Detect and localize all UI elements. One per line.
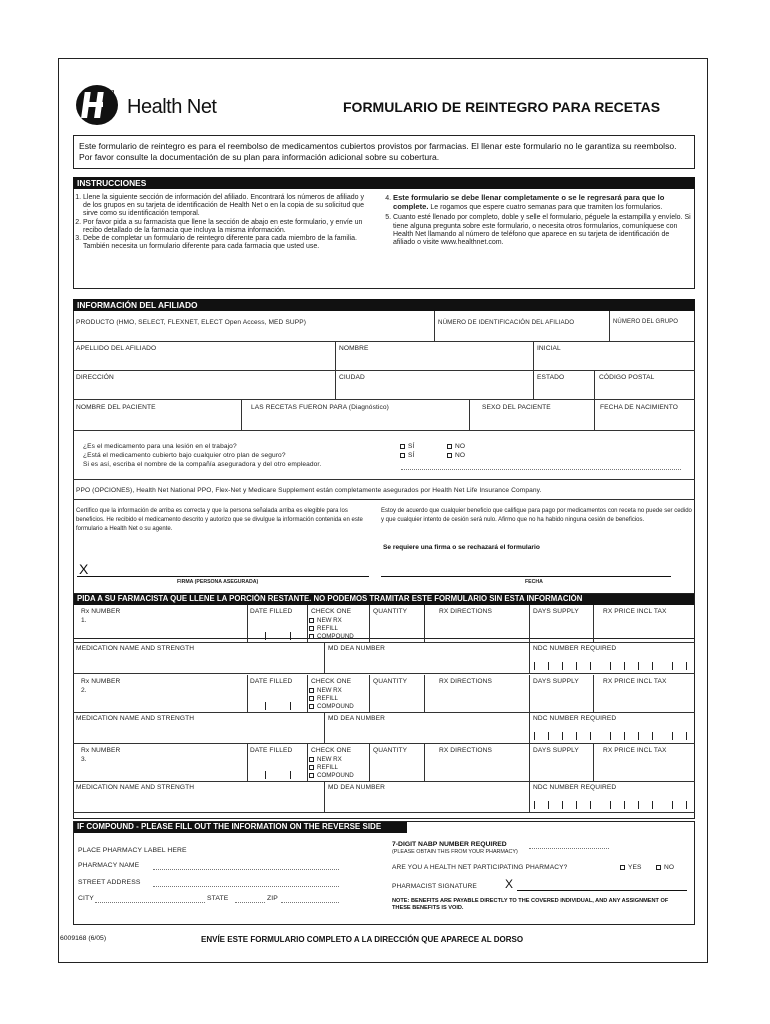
rx-directions-label: RX DIRECTIONS	[439, 678, 492, 685]
md-dea-label: MD DEA NUMBER	[328, 784, 385, 791]
compound-checkbox[interactable]	[309, 773, 314, 778]
md-dea-label: MD DEA NUMBER	[328, 645, 385, 652]
pharmacy-city-field[interactable]	[95, 902, 205, 903]
refill-option[interactable]	[309, 695, 338, 702]
compound-checkbox[interactable]	[309, 704, 314, 709]
q1-no-checkbox[interactable]	[447, 444, 452, 449]
nabp-label: 7-DIGIT NABP NUMBER REQUIRED	[392, 841, 507, 848]
compound-option[interactable]	[309, 772, 354, 779]
refill-text: REFILL	[317, 695, 338, 702]
first-name-label: NOMBRE	[339, 345, 369, 352]
new-rx-text: NEW RX	[317, 687, 342, 694]
instruction-4	[393, 194, 691, 212]
state-label: ESTADO	[537, 374, 565, 381]
pharmacy-state-field[interactable]	[235, 902, 265, 903]
instruction-4-bold: Este formulario se debe llenar completamente o se le regresará para que lo complete.	[393, 193, 665, 212]
date-label: FECHA	[525, 579, 543, 585]
brand-name: Health Net	[127, 96, 217, 118]
health-net-logo	[75, 83, 235, 127]
participating-question: ARE YOU A HEALTH NET PARTICIPATING PHARMACY?	[392, 864, 568, 871]
refill-checkbox[interactable]	[309, 626, 314, 631]
md-dea-label: MD DEA NUMBER	[328, 715, 385, 722]
signature-x: X	[79, 561, 89, 577]
rx-row-number: 1.	[81, 617, 87, 624]
quantity-label: QUANTITY	[373, 747, 408, 754]
intro-text: Este formulario de reintegro es para el reembolso de medicamentos cubiertos provistos por farmacias. El llenar este formulario no le garantiza su reembolso. Por favor consulte la documentación de su plan para información adicional sobre su cobertura.	[79, 141, 677, 162]
date-filled-field[interactable]	[265, 702, 291, 710]
participating-no-text: NO	[664, 864, 675, 871]
compound-text: COMPOUND	[317, 703, 354, 710]
q2-yes-option[interactable]	[400, 452, 414, 459]
date-filled-label: DATE FILLED	[250, 678, 293, 685]
last-name-label: APELLIDO DEL AFILIADO	[76, 345, 157, 352]
ndc-number-field[interactable]	[534, 801, 684, 809]
refill-option[interactable]	[309, 625, 338, 632]
initial-label: INICIAL	[537, 345, 561, 352]
new-rx-checkbox[interactable]	[309, 757, 314, 762]
rx-row-number: 3.	[81, 756, 87, 763]
q1-yes-option[interactable]	[400, 443, 414, 450]
instruction-2: 2. Por favor pida a su farmacista que llene la sección de abajo en este formulario, y envíe un recibo detallado de la farmacia que incluya la misma información.	[83, 219, 369, 235]
refill-option[interactable]	[309, 764, 338, 771]
instructions-heading: INSTRUCCIONES	[73, 177, 695, 189]
instruction-5: 5. Cuanto esté llenado por completo, doble y selle el formulario, péguele la estampilla y envíelo. Si tiene alguna pregunta sobre este formulario, o necesita otros formularios, comuníquese con Health Net llamando al número de teléfono que aparece en su tarjeta de identificación de afiliado o visite www.healthnet.com.	[393, 214, 691, 247]
certification-right: Estoy de acuerdo que cualquier beneficio que califique para pago por medicamentos con receta no puede ser cedido y que cualquier intento de cesión será nulo. Afirmo que no ha habido ninguna cesión de beneficios.	[381, 508, 692, 523]
q1-no-option[interactable]	[447, 443, 465, 450]
date-filled-label: DATE FILLED	[250, 608, 293, 615]
instructions-right-list	[379, 194, 691, 247]
refill-text: REFILL	[317, 625, 338, 632]
pharmacy-city-label: CITY	[78, 895, 94, 902]
pharmacy-zip-label: ZIP	[267, 895, 278, 902]
group-number-label: NÚMERO DEL GRUPO	[613, 319, 679, 325]
product-label: PRODUCTO (HMO, SELECT, FLEXNET, ELECT Open Access, MED SUPP)	[76, 319, 306, 326]
city-label: CIUDAD	[339, 374, 365, 381]
participating-yes-option[interactable]	[620, 864, 642, 871]
question-other-insurer-name: Si es así, escriba el nombre de la compañía aseguradora y del otro empleador.	[83, 461, 322, 468]
participating-no-checkbox[interactable]	[656, 865, 661, 870]
participating-no-option[interactable]	[656, 864, 674, 871]
q2-yes-text: SÍ	[408, 452, 415, 459]
compound-heading: IF COMPOUND - PLEASE FILL OUT THE INFORMATION ON THE REVERSE SIDE	[73, 821, 407, 833]
pharmacist-heading: PIDA A SU FARMACISTA QUE LLENE LA PORCIÓN RESTANTE. NO PODEMOS TRAMITAR ESTE FORMULARIO SIN ESTA INFORMACIÓN	[73, 593, 695, 605]
ndc-label: NDC NUMBER REQUIRED	[533, 715, 617, 722]
patient-sex-label: SEXO DEL PACIENTE	[482, 404, 551, 411]
check-one-label: CHECK ONE	[311, 747, 352, 754]
pharmacist-signature-field[interactable]	[517, 890, 687, 891]
ndc-number-field[interactable]	[534, 732, 684, 740]
pharmacist-signature-label: PHARMACIST SIGNATURE	[392, 883, 477, 890]
check-one-label: CHECK ONE	[311, 678, 352, 685]
compound-text: COMPOUND	[317, 633, 354, 640]
participating-yes-text: YES	[628, 864, 642, 871]
street-label: STREET ADDRESS	[78, 879, 141, 886]
rx-directions-label: RX DIRECTIONS	[439, 608, 492, 615]
new-rx-option[interactable]	[309, 687, 342, 694]
date-line[interactable]	[381, 576, 671, 577]
rx-price-label: RX PRICE INCL TAX	[603, 747, 667, 754]
other-insurer-field[interactable]	[401, 469, 681, 470]
new-rx-checkbox[interactable]	[309, 618, 314, 623]
q2-no-checkbox[interactable]	[447, 453, 452, 458]
days-supply-label: DAYS SUPPLY	[533, 608, 579, 615]
new-rx-option[interactable]	[309, 756, 342, 763]
benefits-note: NOTE: BENEFITS ARE PAYABLE DIRECTLY TO THE COVERED INDIVIDUAL, AND ANY ASSIGNMENT OF THESE BENEFITS IS VOID.	[392, 898, 669, 911]
compound-option[interactable]	[309, 703, 354, 710]
pharmacist-signature-x: X	[505, 877, 514, 891]
new-rx-option[interactable]	[309, 617, 342, 624]
days-supply-label: DAYS SUPPLY	[533, 678, 579, 685]
compound-text: COMPOUND	[317, 772, 354, 779]
member-info-heading: INFORMACIÓN DEL AFILIADO	[73, 299, 695, 311]
question-work-injury: ¿Es el medicamento para una lesión en el trabajo?	[83, 443, 237, 450]
health-net-logo-icon	[75, 83, 123, 127]
ndc-number-field[interactable]	[534, 662, 684, 670]
zip-label: CÓDIGO POSTAL	[599, 374, 655, 381]
pharmacy-state-label: STATE	[207, 895, 229, 902]
instruction-3: 3. Debe de completar un formulario de reintegro diferente para cada miembro de la familia. También necesita un formulario diferente para cada farmacia que usted use.	[83, 235, 369, 251]
member-id-label: NÚMERO DE IDENTIFICACIÓN DEL AFILIADO	[438, 319, 575, 326]
compound-option[interactable]	[309, 633, 354, 640]
medication-name-label: MEDICATION NAME AND STRENGTH	[76, 784, 195, 791]
form-title: FORMULARIO DE REINTEGRO PARA RECETAS	[343, 99, 661, 115]
rx-row-number: 2.	[81, 687, 87, 694]
new-rx-text: NEW RX	[317, 617, 342, 624]
rx-number-label: Rx NUMBER	[81, 678, 121, 685]
instruction-1: 1. Llene la siguiente sección de información del afiliado. Encontrará los números de afiliado y de los grupos en su tarjeta de identificación de Health Net o en la copia de su solicitud que sirve como su identificación temporal.	[83, 194, 369, 219]
date-filled-field[interactable]	[265, 632, 291, 640]
q1-no-text: NO	[455, 443, 466, 450]
place-label-text: PLACE PHARMACY LABEL HERE	[78, 847, 187, 854]
signature-required-note: Se requiere una firma o se rechazará el formulario	[383, 544, 540, 551]
signature-label: FIRMA (PERSONA ASEGURADA)	[177, 579, 259, 585]
q1-yes-checkbox[interactable]	[400, 444, 405, 449]
check-one-label: CHECK ONE	[311, 608, 352, 615]
address-label: DIRECCIÓN	[76, 374, 114, 381]
new-rx-checkbox[interactable]	[309, 688, 314, 693]
compound-checkbox[interactable]	[309, 634, 314, 639]
medication-name-label: MEDICATION NAME AND STRENGTH	[76, 715, 195, 722]
date-filled-label: DATE FILLED	[250, 747, 293, 754]
ndc-label: NDC NUMBER REQUIRED	[533, 784, 617, 791]
refill-checkbox[interactable]	[309, 765, 314, 770]
pharmacy-name-label: PHARMACY NAME	[78, 862, 140, 869]
form-code: 6009168 (6/05)	[60, 935, 107, 942]
q2-no-text: NO	[455, 452, 466, 459]
q1-yes-text: SÍ	[408, 443, 415, 450]
logo-superscript-n: n	[109, 86, 115, 98]
date-filled-field[interactable]	[265, 771, 291, 779]
rx-price-label: RX PRICE INCL TAX	[603, 678, 667, 685]
new-rx-text: NEW RX	[317, 756, 342, 763]
mail-instruction: ENVÍE ESTE FORMULARIO COMPLETO A LA DIRECCIÓN QUE APARECE AL DORSO	[201, 935, 524, 944]
participating-yes-checkbox[interactable]	[620, 865, 625, 870]
form-page	[58, 58, 708, 963]
instruction-4-rest: Le rogamos que espere cuatro semanas para que tramiten los formularios.	[430, 204, 663, 212]
patient-name-label: NOMBRE DEL PACIENTE	[76, 404, 156, 411]
ppo-note: PPO (OPCIONES), Health Net National PPO, Flex-Net y Medicare Supplement están completamente asegurados por Health Net Life Insurance Company.	[76, 487, 542, 494]
rx-directions-label: RX DIRECTIONS	[439, 747, 492, 754]
nabp-field[interactable]	[529, 848, 609, 849]
signature-line[interactable]	[77, 576, 369, 577]
nabp-sub: (PLEASE OBTAIN THIS FROM YOUR PHARMACY)	[392, 849, 518, 855]
rx-number-label: Rx NUMBER	[81, 747, 121, 754]
question-other-insurance: ¿Está el medicamento cubierto bajo cualquier otro plan de seguro?	[83, 452, 286, 459]
q2-yes-checkbox[interactable]	[400, 453, 405, 458]
refill-checkbox[interactable]	[309, 696, 314, 701]
pharmacy-name-field[interactable]	[153, 869, 339, 870]
quantity-label: QUANTITY	[373, 678, 408, 685]
certification-left: Certifico que la información de arriba es correcta y que la persona señalada arriba es elegible para los beneficios. He recibido el medicamento descrito y autorizo que se divulgue la información contenida en este formulario a Health Net o su agente.	[76, 508, 363, 532]
quantity-label: QUANTITY	[373, 608, 408, 615]
rx-number-label: Rx NUMBER	[81, 608, 121, 615]
ndc-label: NDC NUMBER REQUIRED	[533, 645, 617, 652]
days-supply-label: DAYS SUPPLY	[533, 747, 579, 754]
diagnosis-label: LAS RECETAS FUERON PARA (Diagnóstico)	[251, 404, 389, 411]
intro-box	[73, 135, 695, 169]
street-field[interactable]	[153, 886, 339, 887]
birth-date-label: FECHA DE NACIMIENTO	[600, 404, 678, 411]
refill-text: REFILL	[317, 764, 338, 771]
pharmacy-zip-field[interactable]	[281, 902, 339, 903]
rx-price-label: RX PRICE INCL TAX	[603, 608, 667, 615]
medication-name-label: MEDICATION NAME AND STRENGTH	[76, 645, 195, 652]
q2-no-option[interactable]	[447, 452, 465, 459]
instructions-left-list	[69, 194, 369, 251]
